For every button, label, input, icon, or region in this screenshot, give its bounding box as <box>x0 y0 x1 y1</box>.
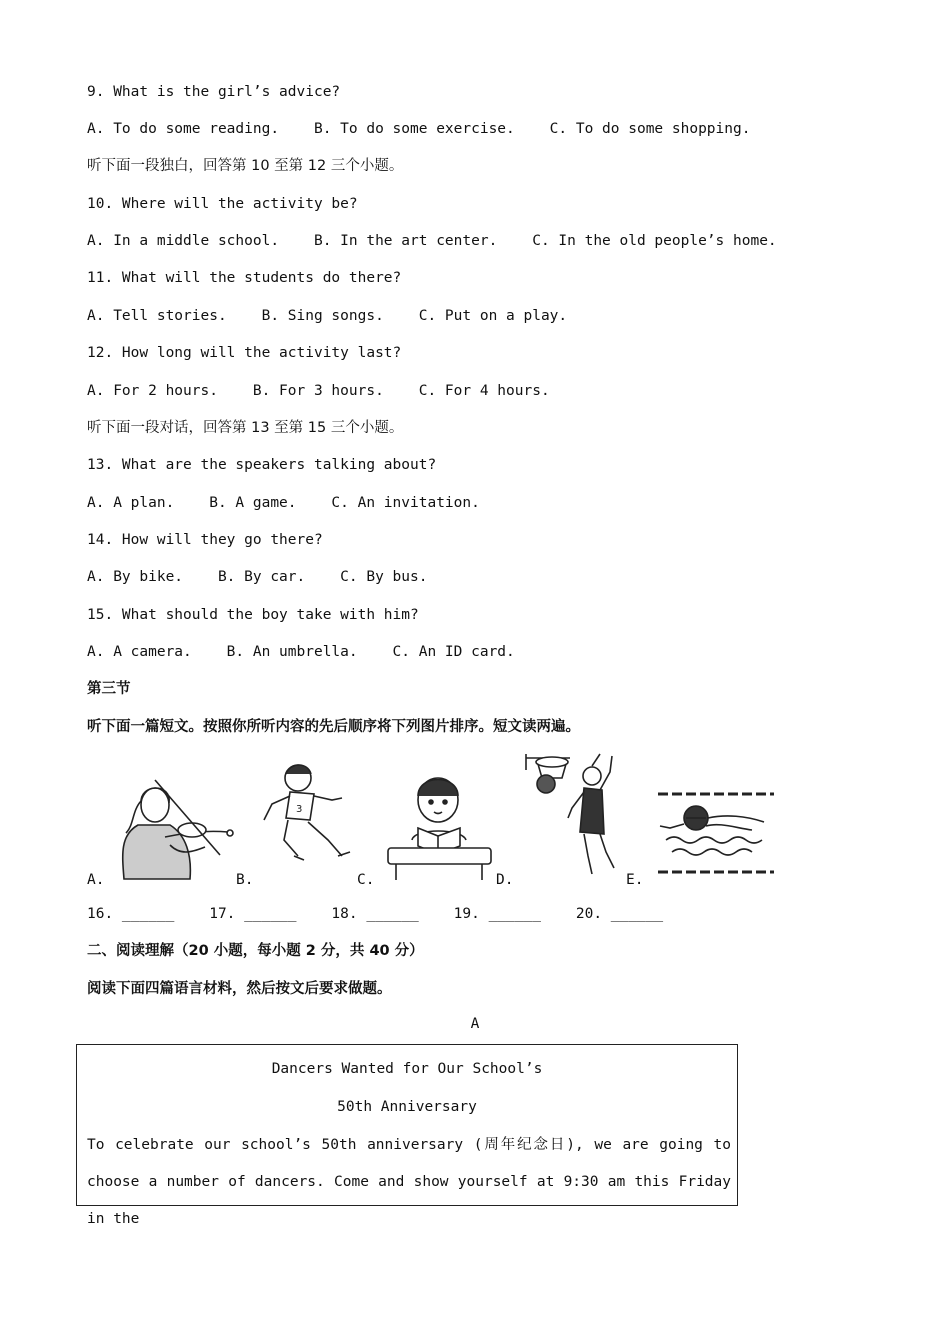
notice-title-line1: Dancers Wanted for Our School’s <box>271 1061 543 1077</box>
q13-question: 13. What are the speakers talking about? <box>87 457 437 473</box>
picture-label-b: B. <box>236 872 254 888</box>
runner-icon <box>258 760 358 880</box>
section-monologue-10-12: 听下面一段独白，回答第 10 至第 12 三个小题。 <box>87 158 404 174</box>
q12-options: A. For 2 hours. B. For 3 hours. C. For 4 hours. <box>87 383 550 399</box>
reading-boy-icon <box>382 770 497 882</box>
q11-options: A. Tell stories. B. Sing songs. C. Put on a play. <box>87 308 568 324</box>
answer-blanks-16-20[interactable]: 16. ______ 17. ______ 18. ______ 19. ______ 20. ______ <box>87 906 664 922</box>
section-dialog-13-15: 听下面一段对话，回答第 13 至第 15 三个小题。 <box>87 420 404 436</box>
section3-instructions: 听下面一篇短文。按照你所听内容的先后顺序将下列图片排序。短文读两遍。 <box>87 719 580 735</box>
q15-question: 15. What should the boy take with him? <box>87 607 419 623</box>
notice-title-line2: 50th Anniversary <box>337 1099 477 1115</box>
violin-girl-icon <box>110 775 240 883</box>
part2-title: 二、阅读理解（20 小题，每小题 2 分，共 40 分） <box>87 943 424 959</box>
notice-paragraph: To celebrate our school’s 50th anniversary (周年纪念日), we are going to choose a number of dancers. Come and show yourself at 9:30 am this Friday in the <box>87 1137 731 1227</box>
q13-options: A. A plan. B. A game. C. An invitation. <box>87 495 480 511</box>
picture-label-c: C. <box>357 872 375 888</box>
q10-question: 10. Where will the activity be? <box>87 196 358 212</box>
q11-question: 11. What will the students do there? <box>87 270 402 286</box>
q15-options: A. A camera. B. An umbrella. C. An ID card. <box>87 644 515 660</box>
q12-question: 12. How long will the activity last? <box>87 345 402 361</box>
section3-title: 第三节 <box>87 681 131 697</box>
picture-label-d: D. <box>496 872 514 888</box>
passage-label: A <box>470 1016 480 1032</box>
q9-question: 9. What is the girl’s advice? <box>87 84 341 100</box>
basketball-player-icon <box>522 752 630 882</box>
q10-options: A. In a middle school. B. In the art center. C. In the old people’s home. <box>87 233 777 249</box>
picture-label-a: A. <box>87 872 105 888</box>
notice-box <box>76 1044 738 1227</box>
picture-label-e: E. <box>626 872 644 888</box>
q14-question: 14. How will they go there? <box>87 532 323 548</box>
svg-text:3: 3 <box>296 804 303 815</box>
part2-instructions: 阅读下面四篇语言材料，然后按文后要求做题。 <box>87 981 392 997</box>
q14-options: A. By bike. B. By car. C. By bus. <box>87 569 428 585</box>
swimmer-icon <box>656 788 776 878</box>
q9-options: A. To do some reading. B. To do some exercise. C. To do some shopping. <box>87 121 751 137</box>
